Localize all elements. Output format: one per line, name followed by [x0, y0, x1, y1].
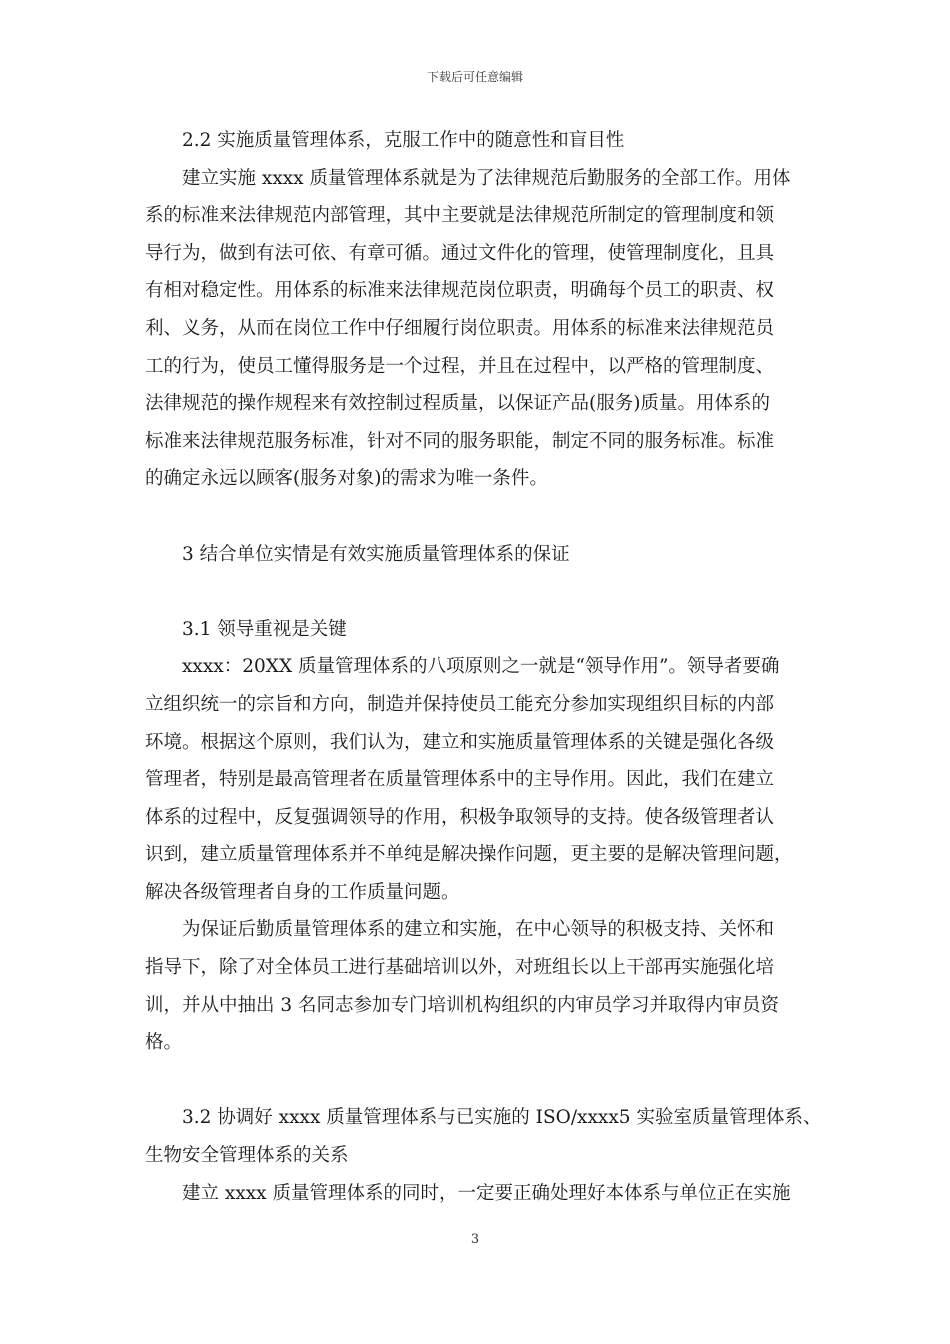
section-gap — [145, 1062, 815, 1100]
text-line: 工的行为，使员工懂得服务是一个过程，并且在过程中，以严格的管理制度、 — [145, 355, 775, 377]
text-line: 指导下，除了对全体员工进行基础培训以外，对班组长以上干部再实施强化培 — [145, 957, 775, 979]
text-line: 2.2 实施质量管理体系，克服工作中的随意性和盲目性 — [182, 130, 625, 151]
text-line: 的确定永远以顾客(服务对象)的需求为唯一条件。 — [145, 468, 548, 490]
text-line: 体系的过程中，反复强调领导的作用，积极争取领导的支持。使各级管理者认 — [145, 806, 775, 828]
text-line: 格。 — [145, 1032, 183, 1054]
text-line: xxxx：20XX 质量管理体系的八项原则之一就是“领导作用”。领导者要确 — [182, 656, 780, 678]
text-line: 管理者，特别是最高管理者在质量管理体系中的主导作用。因此，我们在建立 — [145, 769, 775, 791]
text-line: 法律规范的操作规程来有效控制过程质量，以保证产品(服务)质量。用体系的 — [145, 393, 770, 415]
text-line: 立组织统一的宗旨和方向，制造并保持使员工能充分参加实现组织目标的内部 — [145, 693, 775, 715]
text-line: 系的标准来法律规范内部管理，其中主要就是法律规范所制定的管理制度和领 — [145, 205, 775, 227]
text-line: 3.2 协调好 xxxx 质量管理体系与已实施的 ISO/xxxx5 实验室质量管理体系、 — [182, 1107, 822, 1129]
text-line: 训，并从中抽出 3 名同志参加专门培训机构组织的内审员学习并取得内审员资 — [145, 994, 780, 1016]
section-gap — [145, 498, 815, 536]
text-line: 生物安全管理体系的关系 — [145, 1145, 349, 1167]
text-line: 建立实施 xxxx 质量管理体系就是为了法律规范后勤服务的全部工作。用体 — [182, 167, 791, 189]
document-body — [145, 122, 822, 1212]
text-line: 3 结合单位实情是有效实施质量管理体系的保证 — [182, 543, 570, 565]
text-line: 导行为，做到有法可依、有章可循。通过文件化的管理，使管理制度化，且具 — [145, 242, 775, 264]
text-line: 标准来法律规范服务标准，针对不同的服务职能，制定不同的服务标准。标准 — [145, 430, 775, 452]
text-line: 环境。根据这个原则，我们认为，建立和实施质量管理体系的关键是强化各级 — [145, 731, 775, 753]
section-gap — [145, 573, 815, 611]
text-line: 建立 xxxx 质量管理体系的同时，一定要正确处理好本体系与单位正在实施 — [182, 1182, 791, 1204]
text-line: 解决各级管理者自身的工作质量问题。 — [145, 881, 460, 903]
page-number: 3 — [470, 1232, 480, 1247]
page-header: 下载后可任意编辑 — [426, 70, 523, 84]
text-line: 为保证后勤质量管理体系的建立和实施，在中心领导的积极支持、关怀和 — [182, 919, 775, 941]
text-line: 识到，建立质量管理体系并不单纯是解决操作问题，更主要的是解决管理问题， — [145, 844, 793, 866]
text-line: 有相对稳定性。用体系的标准来法律规范岗位职责，明确每个员工的职责、权 — [145, 280, 775, 302]
text-line: 3.1 领导重视是关键 — [182, 618, 347, 640]
text-line: 利、义务，从而在岗位工作中仔细履行岗位职责。用体系的标准来法律规范员 — [145, 317, 775, 339]
